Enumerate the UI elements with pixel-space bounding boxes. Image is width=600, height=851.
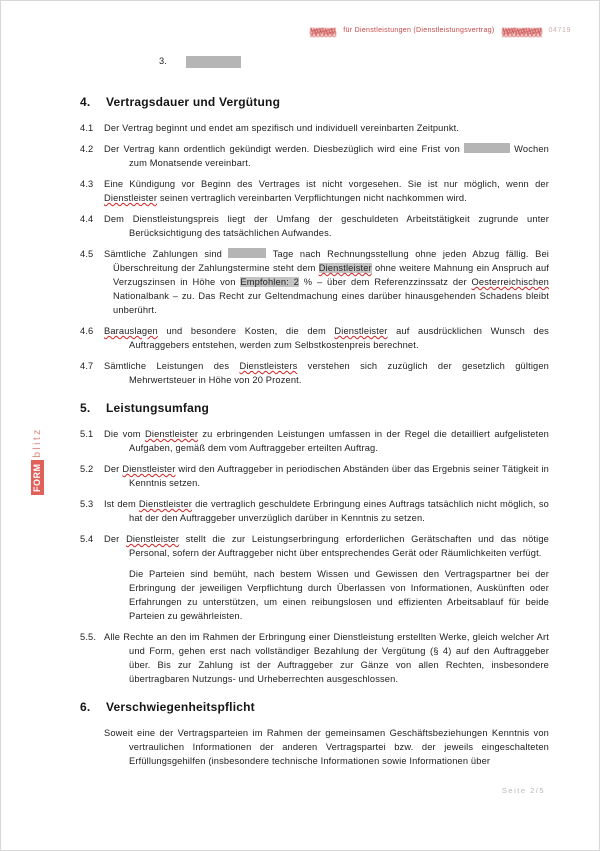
contract-clause <box>80 630 549 686</box>
clause-number: 5.4 <box>80 534 94 544</box>
redacted-scribble-left <box>310 28 336 34</box>
section-title: Leistungsumfang <box>106 401 210 415</box>
clause-text <box>104 247 549 317</box>
clause-text <box>104 630 549 686</box>
page-footer <box>502 786 545 795</box>
clause-number: 4.2 <box>80 144 94 154</box>
clause-text <box>104 427 549 455</box>
clause-text-run: Nationalbank – zu. Das Recht zur Geltendmachung eines darüber hinausgehenden Schadens bleibt unberührt. <box>113 291 549 315</box>
clause-text <box>104 177 549 205</box>
clause-number: 4.3 <box>80 179 94 189</box>
clause-text <box>104 142 549 170</box>
clause-text-run: Sämtliche Zahlungen sind <box>104 249 229 259</box>
clause-text-run: Ist dem <box>104 499 139 509</box>
contract-clause <box>80 497 549 525</box>
contract-body <box>80 95 549 775</box>
list-item-3 <box>159 56 241 68</box>
contract-clause <box>80 212 549 240</box>
misspelled-word: Dienstleister <box>334 326 388 336</box>
redacted-field <box>464 143 510 153</box>
clause-text-run: auf ausdrücklichen Wunsch des Auftraggebers entstehen, werden zum Selbstkostenpreis berechnet. <box>129 326 549 350</box>
clause-number: 4.5 <box>80 249 94 259</box>
clause-text-run: seinen vertraglich vereinbarten Verpflichtungen nicht nachkommen wird. <box>157 193 467 203</box>
clause-text-run: Alle Rechte an den im Rahmen der Erbringung einer Dienstleistung erstellten Werke, gleich welcher Art und Form, gehen erst nach vollständiger Bezahlung der Vergütung (§ 4) auf den Auftraggeber über. Bis zur Zahlung ist der Auftraggeber zur Gänze von allen Rechten, insbesondere übertragbaren Nutzungs- und Urheberrechten ausgeschlossen. <box>104 632 549 684</box>
contract-clause <box>80 121 549 135</box>
clause-number: 5.2 <box>80 464 94 474</box>
section-heading <box>80 95 549 109</box>
clause-text-run: Tage nach Rechnungsstellung ohne jeden Abzug fällig. Bei Überschreitung der Zahlungstermine steht dem <box>113 249 549 273</box>
clause-number <box>80 567 104 623</box>
section-title: Vertragsdauer und Vergütung <box>106 95 281 109</box>
clause-text <box>104 726 549 768</box>
clause-number: 5.1 <box>80 429 94 439</box>
clause-text-run: Sämtliche Leistungen des <box>104 361 240 371</box>
clause-text-run: Der <box>104 464 123 474</box>
misspelled-word: Dienstleister <box>144 429 199 439</box>
highlighted-field: Empfohlen: 2 <box>240 277 299 287</box>
formblitz-watermark <box>30 419 45 495</box>
section-heading <box>80 700 549 714</box>
contract-clause <box>80 359 549 387</box>
clause-text-run: Eine Kündigung vor Beginn des Vertrages ist nicht vorgesehen. Sie ist nur möglich, wenn der <box>104 179 549 189</box>
contract-clause <box>80 247 549 317</box>
misspelled-word: Dienstleister <box>138 499 193 509</box>
misspelled-word: Dienstleister <box>104 193 158 203</box>
clause-text-run: stellt die zur Leistungserbringung erforderlichen Gerätschaften und das nötige Personal, sofern der Auftraggeber nicht über entsprechendes Gerät oder Räumlichkeiten verfügt. <box>129 534 549 558</box>
clause-text-run: wird den Auftraggeber in periodischen Abständen über das Ergebnis seiner Tätigkeit in Kenntnis setzen. <box>129 464 549 488</box>
misspelled-word: Dienstleister <box>122 464 176 474</box>
clause-text-run: Der Vertrag kann ordentlich gekündigt werden. Diesbezüglich wird eine Frist von <box>104 144 465 154</box>
clause-text <box>104 497 549 525</box>
clause-text <box>104 359 549 387</box>
formblitz-logo-text: blitz <box>31 427 43 458</box>
clause-text-run: und besondere Kosten, die dem <box>157 326 335 336</box>
clause-text-run: Dem Dienstleistungspreis liegt der Umfang der geschuldeten Arbeitstätigkeit zugrunde unter Berücksichtigung des tatsächlichen Aufwandes. <box>104 214 549 238</box>
contract-clause <box>80 142 549 170</box>
clause-text-run: Der <box>104 534 127 544</box>
clause-text <box>104 567 549 623</box>
clause-text-run: Soweit eine der Vertragsparteien im Rahmen der gemeinsamen Geschäftsbeziehungen Kenntnis von vertraulichen Informationen der anderen Vertragspartei bzw. der jeweils eingeschalteten Erfüllungsgehilfen (insbesondere technische Informationen sowie Informationen über <box>104 728 549 766</box>
clause-text-run: Die Parteien sind bemüht, nach bestem Wissen und Gewissen den Vertragspartner bei der Erbringung der jeweiligen Verpflichtung durch Überlassen von Informationen, Auskünften oder Erfahrungen zu unterstützen, um einen reibungslosen und effizienten Arbeitsablauf für beide Parteien zu gewährleisten. <box>129 569 549 621</box>
contract-clause <box>80 462 549 490</box>
list-item-number: 3. <box>159 56 167 66</box>
clause-text-run: Die vom <box>104 429 145 439</box>
clause-text-run: Wochen zum Monatsende vereinbart. <box>129 144 550 168</box>
misspelled-word: Dienstleisters <box>239 361 298 371</box>
clause-text-run: Der Vertrag beginnt und endet am spezifisch und individuell vereinbarten Zeitpunkt. <box>104 123 460 133</box>
formblitz-logo-box: FORM <box>31 461 44 496</box>
redacted-scribble-right <box>502 28 542 34</box>
clause-text-run: die vertraglich geschuldete Erbringung eines Auftrags tatsächlich nicht möglich, so hat der den Auftraggeber unverzüglich darüber in Kenntnis zu setzen. <box>129 499 549 523</box>
redacted-field <box>228 248 266 258</box>
contract-paragraph <box>80 726 549 768</box>
clause-number: 5.3 <box>80 499 94 509</box>
clause-number: 4.1 <box>80 123 94 133</box>
header-title: für Dienstleistungen (Dienstleistungsvertrag) <box>343 27 495 34</box>
document-header <box>310 27 571 34</box>
clause-text-run: zu erbringenden Leistungen umfassen in der Regel die detailliert aufgelisteten Aufgaben, gemäß dem vom Auftraggeber erteilten Auftrag. <box>129 429 549 453</box>
clause-number: 4.4 <box>80 214 94 224</box>
contract-clause <box>80 177 549 205</box>
contract-clause <box>80 427 549 455</box>
misspelled-word: Dienstleister <box>126 534 180 544</box>
clause-text-run: % – über dem Referenzzinssatz der <box>298 277 472 287</box>
page-number: Seite 2/5 <box>501 786 545 795</box>
clause-text <box>104 212 549 240</box>
clause-text <box>104 121 549 135</box>
contract-clause <box>80 324 549 352</box>
document-number: 04719 <box>548 27 571 34</box>
clause-text-run: verstehen sich zuzüglich der gesetzlich gültigen Mehrwertsteuer in Höhe von 20 Prozent. <box>129 361 549 385</box>
highlighted-field: Dienstleister <box>318 263 372 273</box>
section-heading <box>80 401 549 415</box>
clause-text <box>104 532 549 560</box>
section-title: Verschwiegenheitspflicht <box>106 700 255 714</box>
contract-clause <box>80 532 549 560</box>
section-number: 4. <box>80 95 91 109</box>
section-number: 6. <box>80 700 91 714</box>
redacted-field <box>186 56 241 68</box>
clause-number <box>80 726 104 768</box>
clause-text-run: ohne weitere Mahnung ein Anspruch auf Verzugszinsen in Höhe von <box>113 263 549 287</box>
section-number: 5. <box>80 401 91 415</box>
misspelled-word: Barauslagen <box>104 326 158 336</box>
misspelled-word: Oesterreichischen <box>471 277 549 287</box>
clause-text <box>104 462 549 490</box>
clause-number: 5.5. <box>80 632 97 642</box>
clause-text <box>104 324 549 352</box>
clause-number: 4.7 <box>80 361 94 371</box>
contract-paragraph <box>80 567 549 623</box>
clause-number: 4.6 <box>80 326 94 336</box>
